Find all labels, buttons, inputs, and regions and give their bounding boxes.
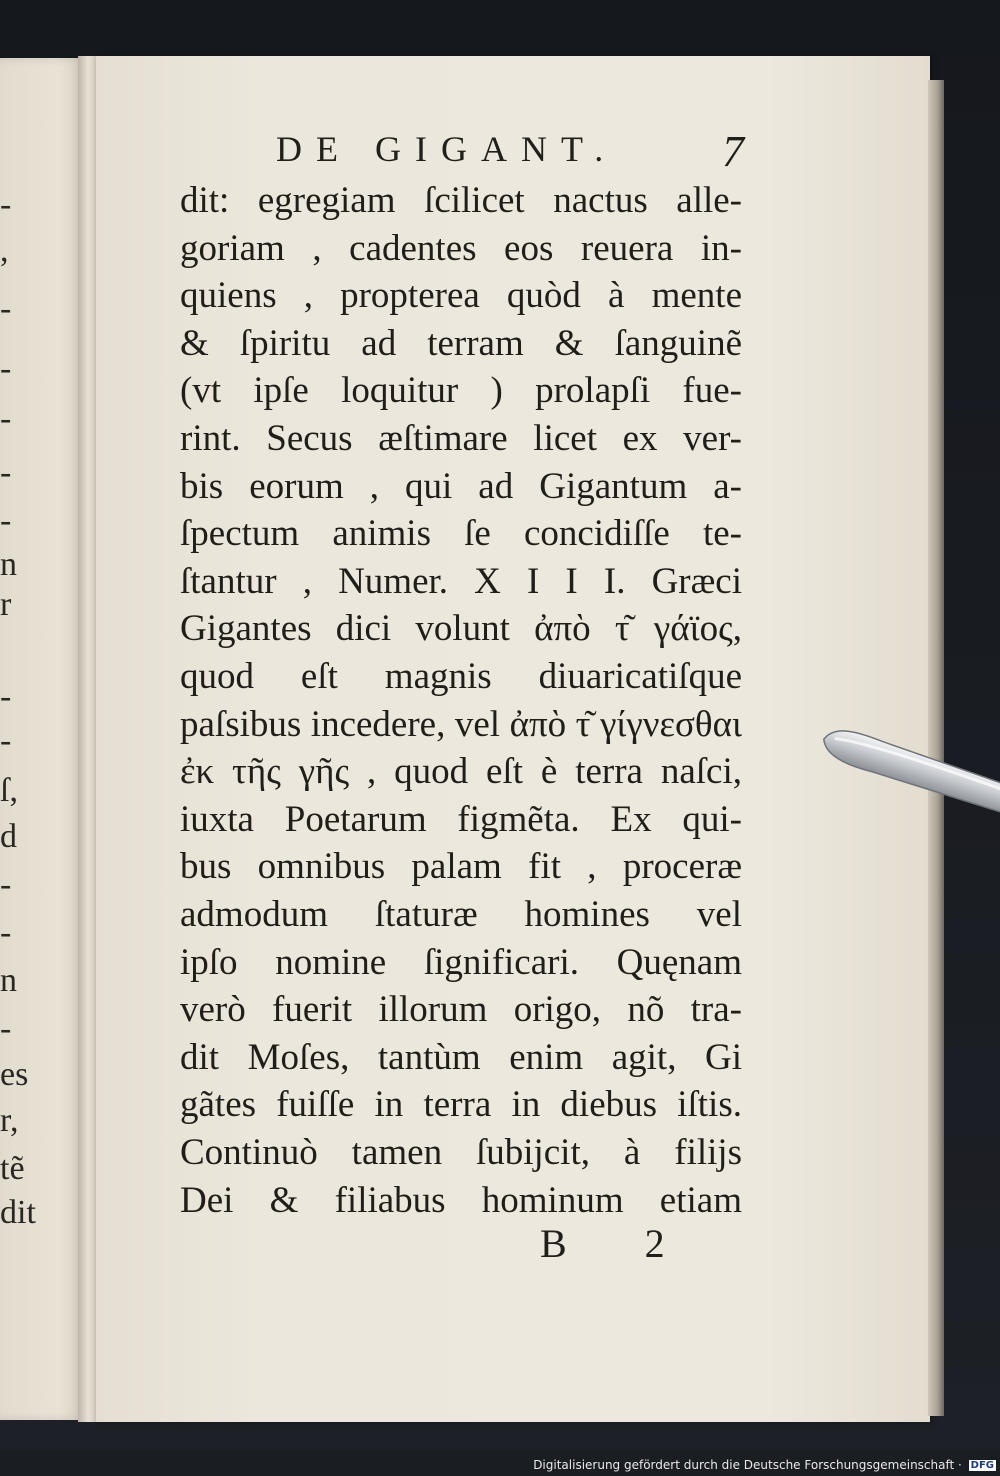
left-page-fragment: n bbox=[0, 962, 17, 999]
left-page-fragment: - bbox=[0, 866, 12, 903]
left-page-fragment: - bbox=[0, 186, 12, 223]
left-page-fragment: - bbox=[0, 678, 12, 715]
text-line: bus omnibus palam fit , proceræ bbox=[180, 846, 742, 888]
left-page-edge bbox=[0, 58, 84, 1420]
left-page-fragment: - bbox=[0, 1010, 12, 1047]
text-line: paſsibus incedere, vel ἀπὸ τ͂ γίγνεσθαι bbox=[180, 703, 742, 745]
left-page-fragment: n bbox=[0, 546, 17, 583]
text-line: ipſo nomine ſignificari. Quęnam bbox=[180, 941, 742, 983]
left-page-fragment: - bbox=[0, 722, 12, 759]
left-page-fragment: es bbox=[0, 1056, 29, 1093]
left-page-fragment: r bbox=[0, 586, 12, 623]
dfg-logo: DFG bbox=[970, 1460, 994, 1471]
text-line: rint. Secus æſtimare licet ex ver- bbox=[180, 418, 742, 459]
left-page-fragment: - bbox=[0, 454, 12, 491]
text-line: admodum ſtaturæ homines vel bbox=[180, 894, 742, 935]
text-line: & ſpiritu ad terram & ſanguinẽ bbox=[180, 322, 742, 364]
text-line: ſtantur , Numer. X I I I. Græci bbox=[180, 560, 742, 602]
left-page-fragment: tẽ bbox=[0, 1150, 25, 1187]
text-line: gãtes fuiſſe in terra in diebus iſtis. bbox=[180, 1084, 742, 1126]
left-page-fragment: - bbox=[0, 290, 12, 327]
text-line: dit Moſes, tantùm enim agit, Gi bbox=[180, 1036, 742, 1078]
folio-number: 7 bbox=[722, 127, 744, 176]
running-head: DE GIGANT. bbox=[276, 129, 618, 169]
left-page-fragment: d bbox=[0, 818, 17, 855]
left-page-fragment: - bbox=[0, 914, 12, 951]
text-line: Gigantes dici volunt ἀπὸ τ͂ γάϊος, bbox=[180, 608, 742, 650]
left-page-fragment: - bbox=[0, 400, 12, 437]
text-line: bis eorum , qui ad Gigantum a- bbox=[180, 465, 742, 507]
text-line: ἐκ τῆς γῆς , quod eſt è terra naſci, bbox=[180, 751, 742, 793]
text-line: Dei & filiabus hominum etiam bbox=[180, 1179, 742, 1221]
left-page-fragment: ſ, bbox=[0, 772, 18, 809]
text-line: (vt ipſe loquitur ) prolapſi fue- bbox=[180, 370, 742, 412]
signature-mark: B 2 bbox=[540, 1221, 699, 1266]
left-page-fragment: - bbox=[0, 502, 12, 539]
left-page-fragment: dit bbox=[0, 1194, 36, 1231]
text-line: dit: egregiam ſcilicet nactus alle- bbox=[180, 180, 742, 221]
text-line: Continuò tamen ſubĳcit, à filĳs bbox=[180, 1132, 742, 1173]
text-line: quod eſt magnis diuaricatiſque bbox=[180, 656, 742, 697]
digitization-credit: Digitalisierung gefördert durch die Deutsche Forschungsgemeinschaft · DFG bbox=[533, 1458, 994, 1472]
text-line: goriam , cadentes eos reuera in- bbox=[180, 227, 742, 269]
credit-text: Digitalisierung gefördert durch die Deutsche Forschungsgemeinschaft bbox=[533, 1458, 955, 1472]
text-line: iuxta Poetarum figmẽta. Ex qui- bbox=[180, 798, 742, 840]
left-page-fragment: , bbox=[0, 232, 9, 269]
left-page-fragment: - bbox=[0, 350, 12, 387]
text-line: verò fuerit illorum origo, nõ tra- bbox=[180, 989, 742, 1031]
text-line: quiens , propterea quòd à mente bbox=[180, 275, 742, 317]
text-line: ſpectum animis ſe concidiſſe te- bbox=[180, 513, 742, 555]
left-page-fragment: r, bbox=[0, 1102, 19, 1139]
